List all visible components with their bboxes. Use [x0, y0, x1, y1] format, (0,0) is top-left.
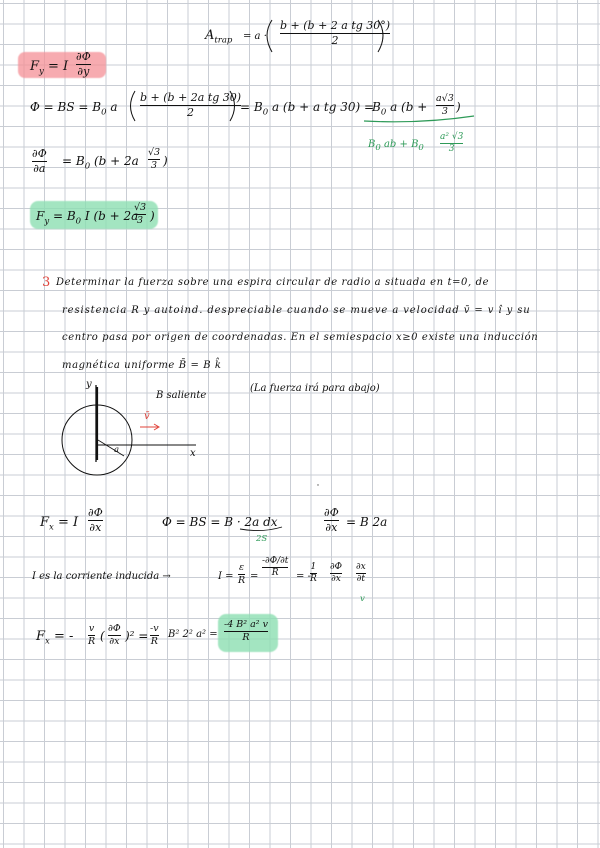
fx2-result: [224, 620, 268, 643]
phi-middle: = $B_0$ a (b + a tg 30) =: [240, 100, 375, 118]
fy-den: ∂y: [77, 64, 90, 78]
current-f5-den: ∂t: [356, 574, 365, 585]
dphidx-den: ∂x: [325, 520, 338, 534]
problem-line-4: magnética uniforme B̄ = B k̂: [62, 360, 222, 371]
fy-num: ∂Φ: [76, 50, 91, 63]
eq-sign: =: [250, 571, 259, 582]
fy-fraction: [76, 51, 91, 77]
fx2-f2-num: ∂Φ: [108, 623, 121, 634]
current-f1-den: R: [238, 574, 246, 586]
phi-rhs-num: a√3: [436, 93, 454, 104]
phi-2: Φ = BS = B · 2a dx: [162, 515, 278, 529]
phi-rhs-fraction: [436, 94, 454, 117]
fx-fraction: [88, 507, 103, 533]
radius-label: a: [114, 445, 120, 455]
current-f4-den: ∂x: [331, 574, 341, 585]
green-expansion: $B_0$ ab + $B_0$: [368, 139, 424, 153]
force-note: (La fuerza irá para abajo): [250, 383, 380, 394]
fx2-f1: [88, 624, 95, 647]
fx2-expr: B² 2² a² =: [168, 629, 218, 640]
b-field-label: B saliente: [156, 390, 207, 401]
fx2-f1-den: R: [88, 635, 96, 647]
fy-result-num: √3: [134, 202, 147, 213]
current-eq: I =: [218, 571, 234, 582]
radius-line: [98, 440, 124, 456]
y-axis-label: y: [86, 379, 92, 390]
phi-2-green-note: 2S: [256, 534, 268, 544]
fx-num: ∂Φ: [88, 506, 103, 519]
green-num: a² √3: [440, 132, 464, 142]
fx2-f3-num: -v: [150, 623, 159, 634]
current-f2: [262, 557, 288, 579]
phi-num: b + (b + 2a tg 30): [140, 91, 242, 104]
area-fraction: [280, 20, 390, 46]
paren-close: ): [163, 154, 168, 168]
current-f3: [310, 563, 317, 585]
fy-result-den: 3: [137, 214, 144, 226]
dphidx-fraction: [324, 507, 339, 533]
area-lhs: $A_{trap}$: [205, 28, 233, 46]
deriv-inner-fraction: [148, 148, 160, 171]
current-text: I es la corriente inducida →: [32, 571, 171, 582]
current-f2-den: R: [271, 568, 279, 579]
deriv-rhs: = $B_0$ (b + 2a: [62, 154, 139, 172]
current-eq3: = -: [296, 571, 311, 582]
green-den: 3: [448, 144, 455, 155]
velocity-label: v̄: [144, 411, 150, 422]
fy-result-fraction: [134, 203, 146, 226]
paren-left: [267, 20, 272, 52]
area-denominator: 2: [331, 33, 339, 47]
deriv-inner-den: 3: [151, 159, 158, 171]
current-f3-den: R: [310, 574, 317, 585]
area-times: = a ·: [243, 31, 267, 42]
fx2-f2-den: ∂x: [109, 635, 120, 647]
x-axis-label: x: [190, 448, 196, 459]
paren-left: [131, 91, 136, 121]
dphidx-num: ∂Φ: [324, 506, 339, 519]
fy-result: $F_y = B_0$ I (b + 2a: [36, 209, 139, 227]
fy-formula: $F_y = I$: [30, 59, 69, 77]
area-numerator: b + (b + 2 a tg 30°): [280, 19, 391, 32]
fx2-result-num: -4 B² a² v: [224, 619, 268, 630]
fx2-close: )² =: [125, 629, 149, 643]
velocity-green-note: v: [360, 594, 365, 604]
current-f4: [330, 563, 342, 585]
current-f1-num: ε: [239, 562, 245, 573]
problem-number: 3: [42, 275, 51, 290]
current-f2-num: -∂Φ/∂t: [262, 556, 289, 566]
fx2-open-paren: (: [100, 629, 105, 643]
current-f3-num: 1: [310, 562, 317, 572]
fx2-lhs: $F_x$ = -: [36, 629, 74, 647]
deriv-num: ∂Φ: [32, 147, 47, 160]
fx-den: ∂x: [89, 520, 102, 534]
deriv-inner-num: √3: [148, 147, 161, 158]
deriv-fraction: [32, 148, 47, 174]
dphidx-rhs: = B 2a: [346, 515, 388, 529]
phi-fraction: [140, 92, 241, 118]
phi-rhs: $B_0$ a (b +: [372, 100, 428, 118]
ink-dot: [317, 484, 318, 485]
fx2-f3: [150, 624, 159, 647]
problem-line-2: resistencia R y autoind. despreciable cuando se mueve a velocidad v̄ = v î y su: [62, 305, 531, 316]
paren-close: ): [456, 100, 461, 114]
problem-line-3: centro pasa por origen de coordenadas. En el semiespacio x≥0 existe una inducción: [62, 332, 539, 343]
fx-formula: $F_x = I$: [40, 515, 79, 533]
phi-lhs: Φ = BS = $B_0$ a: [30, 100, 118, 118]
current-f5: [356, 563, 366, 585]
deriv-den: ∂a: [33, 161, 46, 175]
problem-line-1: Determinar la fuerza sobre una espira circular de radio a situada en t=0, de: [56, 277, 490, 288]
phi-rhs-den: 3: [441, 105, 448, 117]
fx2-f2: [108, 624, 121, 647]
fx2-f1-num: v: [88, 623, 95, 634]
current-f5-num: ∂x: [356, 562, 366, 572]
fx2-result-den: R: [242, 631, 250, 643]
current-f1: [238, 563, 245, 586]
phi-den: 2: [187, 105, 195, 119]
green-fraction: [440, 133, 463, 155]
paren-close: ): [150, 209, 155, 223]
fx2-f3-den: R: [150, 635, 158, 647]
current-f4-num: ∂Φ: [330, 562, 343, 572]
